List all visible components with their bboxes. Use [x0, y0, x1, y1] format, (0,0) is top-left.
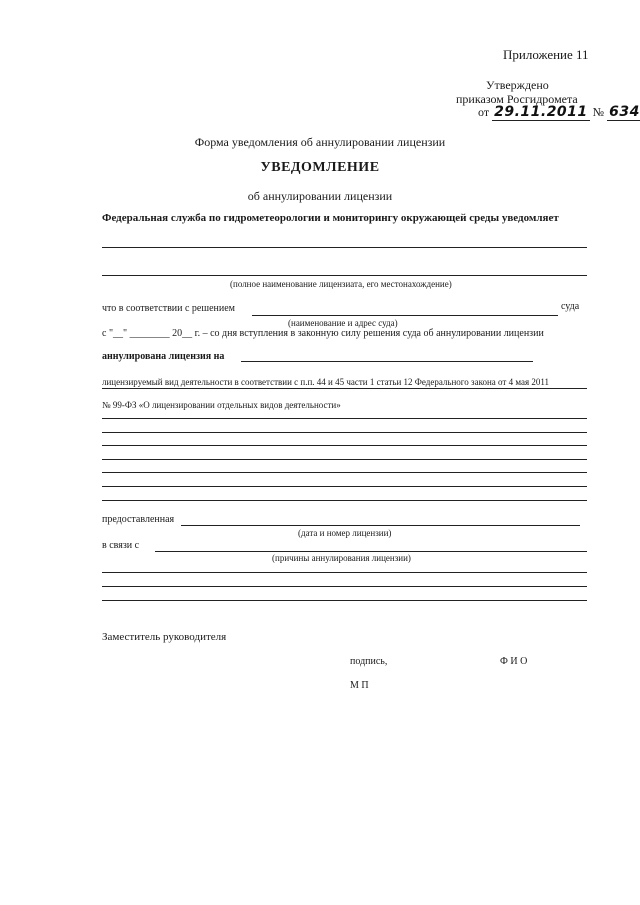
hint-reason: (причины аннулирования лицензии): [272, 553, 411, 563]
activity-field-7[interactable]: [102, 500, 587, 501]
approval-number-sign: №: [592, 105, 605, 119]
activity-field-3[interactable]: [102, 445, 587, 446]
date-line: с "__" ________ 20__ г. – со дня вступления в законную силу решения суда об аннулировании лицензии: [102, 328, 544, 339]
activity-field-4[interactable]: [102, 459, 587, 460]
revoked-field[interactable]: [241, 361, 533, 362]
licensee-line-2[interactable]: [102, 275, 587, 276]
activity-line1: лицензируемый вид деятельности в соответствии с п.п. 44 и 45 части 1 статьи 12 Федерального закона от 4 мая 2011: [102, 377, 550, 387]
provided-field[interactable]: [181, 525, 580, 526]
reason-field-3[interactable]: [102, 600, 587, 601]
due-field[interactable]: [155, 551, 587, 552]
approval-date-row: [478, 104, 640, 120]
approval-number: 634: [609, 104, 640, 120]
hint-license: (дата и номер лицензии): [298, 528, 392, 538]
provided-label: предоставленная: [102, 514, 175, 525]
activity-field-2[interactable]: [102, 432, 587, 433]
activity-field-5[interactable]: [102, 472, 587, 473]
form-title: Форма уведомления об аннулировании лицензии: [194, 135, 446, 149]
document-subtitle: об аннулировании лицензии: [247, 189, 393, 203]
court-prefix: что в соответствии с решением: [102, 303, 235, 314]
activity-line2: № 99-ФЗ «О лицензировании отдельных видов деятельности»: [102, 400, 341, 410]
reason-field-1[interactable]: [102, 572, 587, 573]
hint-court: (наименование и адрес суда): [288, 318, 398, 328]
activity-field-6[interactable]: [102, 486, 587, 487]
document-title: УВЕДОМЛЕНИЕ: [260, 160, 380, 175]
due-label: в связи с: [102, 540, 140, 551]
signer-title: Заместитель руководителя: [102, 631, 227, 643]
activity-line-top[interactable]: [102, 388, 587, 389]
approval-prefix: от: [478, 105, 490, 119]
signature-label: подпись,: [350, 656, 388, 667]
court-field[interactable]: [252, 315, 558, 316]
revoked-label: аннулирована лицензия на: [102, 351, 225, 362]
hint-licensee: (полное наименование лицензиата, его местонахождение): [230, 279, 452, 289]
approval-line2: приказом Росгидромета: [456, 92, 578, 106]
activity-field-1[interactable]: [102, 418, 587, 419]
appendix-label: Приложение 11: [503, 47, 589, 62]
approval-line1: Утверждено: [486, 78, 549, 92]
fio-label: Ф И О: [500, 656, 528, 667]
approval-date: 29.11.2011: [494, 104, 588, 120]
agency-statement: Федеральная служба по гидрометеорологии и мониторингу окружающей среды уведомляет: [102, 212, 559, 224]
reason-field-2[interactable]: [102, 586, 587, 587]
court-suffix: суда: [561, 301, 580, 312]
licensee-line-1[interactable]: [102, 247, 587, 248]
stamp-label: М П: [350, 680, 369, 691]
